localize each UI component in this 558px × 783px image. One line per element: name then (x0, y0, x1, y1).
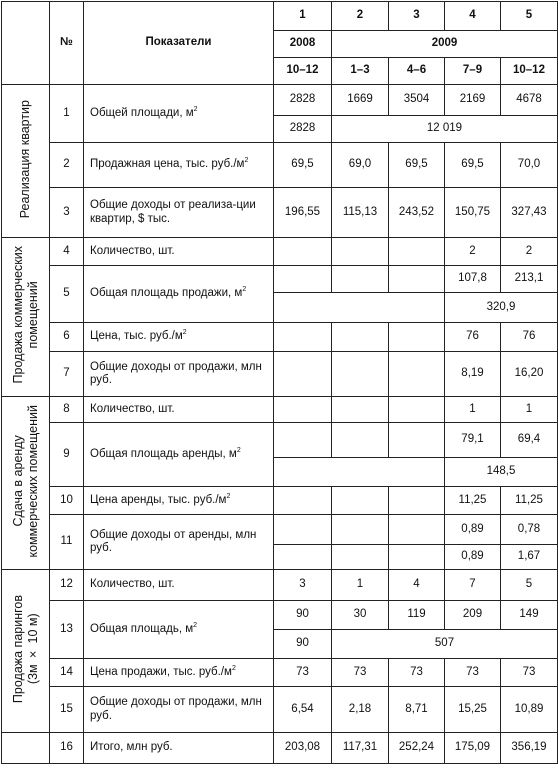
column-number-2: 2 (332, 2, 389, 31)
row-number: 11 (50, 515, 84, 570)
table-cell: 150,75 (445, 188, 501, 238)
table-cell: 2 (501, 238, 558, 266)
row-number: 14 (50, 659, 84, 687)
table-cell: 107,8 (445, 266, 501, 293)
table-cell: 356,19 (501, 733, 558, 764)
table-cell: 213,1 (501, 266, 558, 293)
row-label: Количество, шт. (84, 238, 274, 266)
table-cell (274, 352, 332, 397)
table-cell (274, 293, 445, 323)
row-number: 13 (50, 601, 84, 659)
table-cell (389, 323, 445, 352)
table-cell (274, 515, 332, 545)
table-cell: 5 (501, 570, 558, 601)
row-label: Общая площадь продажи, $м^2$ (84, 266, 274, 323)
row-label: Количество, шт. (84, 570, 274, 601)
row-label: Общие доходы от аренды, млн руб. (84, 515, 274, 570)
table-cell: 3 (274, 570, 332, 601)
row-number: 6 (50, 323, 84, 352)
table-cell (389, 352, 445, 397)
table-cell: 1 (445, 397, 501, 423)
row-number: 3 (50, 188, 84, 238)
table-cell (274, 545, 332, 570)
table-cell: 327,43 (501, 188, 558, 238)
table-cell: 69,5 (445, 143, 501, 188)
table-cell (389, 487, 445, 515)
table-cell: 69,4 (501, 423, 558, 458)
table-cell (332, 515, 389, 545)
row-number: 16 (50, 733, 84, 764)
table-cell (389, 515, 445, 545)
group-label-apartments: Реализация квартир (2, 85, 50, 238)
year-2009: 2009 (332, 31, 558, 58)
table-cell: 69,5 (389, 143, 445, 188)
row-label: Общая площадь, $м^2$ (84, 601, 274, 659)
table-cell (274, 238, 332, 266)
row-label: Общие доходы от продажи, млн руб. (84, 352, 274, 397)
row-label: Итого, млн руб. (84, 733, 274, 764)
table-cell: 2828 (274, 85, 332, 116)
table-cell: 3504 (389, 85, 445, 116)
table-cell: 8,19 (445, 352, 501, 397)
total-cell: 320,9 (445, 293, 558, 323)
table-cell (332, 545, 389, 570)
table-cell (389, 423, 445, 458)
table-cell: 252,24 (389, 733, 445, 764)
table-cell: 1 (332, 570, 389, 601)
months-col-2: 1–3 (332, 58, 389, 85)
row-label: Цена продажи, тыс. $руб./м^2$ (84, 659, 274, 687)
table-cell (389, 266, 445, 293)
table-cell (389, 397, 445, 423)
table-cell: 115,13 (332, 188, 389, 238)
row-label: Продажная цена, тыс. $руб./м^2$ (84, 143, 274, 188)
group-label-commercial-rent: Сдача в аренду коммерческих помещений (2, 397, 50, 570)
total-cell: 12 019 (332, 116, 558, 143)
table-cell: 76 (445, 323, 501, 352)
group-label-commercial-sale: Продажа коммерческих помещений (2, 238, 50, 397)
total-cell: 507 (332, 630, 558, 659)
table-cell (274, 323, 332, 352)
row-number: 4 (50, 238, 84, 266)
header-indicator-label: Показатели (84, 2, 274, 85)
table-cell: 4678 (501, 85, 558, 116)
row-label: Цена аренды, тыс. $руб./м^2$ (84, 487, 274, 515)
table-cell (332, 397, 389, 423)
table-cell: 6,54 (274, 687, 332, 733)
row-label: Общие доходы от продажи, млн руб. (84, 687, 274, 733)
table-cell: 30 (332, 601, 389, 630)
table-cell: 0,78 (501, 515, 558, 545)
table-cell: 15,25 (445, 687, 501, 733)
table-cell: 73 (274, 659, 332, 687)
total-blank-cell (2, 733, 50, 764)
row-label: Общей площади, $м^2$ (84, 85, 274, 143)
row-label: Общие доходы от реализа-ции квартир, $ тыс. (84, 188, 274, 238)
table-cell: 149 (501, 601, 558, 630)
header-number-label: № (50, 2, 84, 85)
table-cell: 11,25 (501, 487, 558, 515)
row-number: 2 (50, 143, 84, 188)
column-number-4: 4 (445, 2, 501, 31)
table-cell: 243,52 (389, 188, 445, 238)
financial-table (1, 1, 558, 764)
table-cell: 8,71 (389, 687, 445, 733)
table-cell: 175,09 (445, 733, 501, 764)
row-number: 9 (50, 423, 84, 487)
row-number: 5 (50, 266, 84, 323)
row-number: 10 (50, 487, 84, 515)
table-cell: 1669 (332, 85, 389, 116)
row-label: Количество, шт. (84, 397, 274, 423)
table-cell: 2,18 (332, 687, 389, 733)
row-label: Общая площадь аренды, $м^2$ (84, 423, 274, 487)
table-cell (332, 352, 389, 397)
table-cell (332, 238, 389, 266)
table-cell: 70,0 (501, 143, 558, 188)
table-cell: 73 (501, 659, 558, 687)
table-cell: 73 (332, 659, 389, 687)
table-cell: 76 (501, 323, 558, 352)
row-number: 12 (50, 570, 84, 601)
column-number-5: 5 (501, 2, 558, 31)
months-col-1: 10–12 (274, 58, 332, 85)
table-cell (274, 397, 332, 423)
table-cell: 1 (501, 397, 558, 423)
table-cell (389, 238, 445, 266)
group-label-parking: Продажа парингов (3м × 10 м) (2, 570, 50, 733)
table-cell: 4 (389, 570, 445, 601)
table-cell: 79,1 (445, 423, 501, 458)
row-number: 15 (50, 687, 84, 733)
table-cell: 11,25 (445, 487, 501, 515)
table-cell (274, 487, 332, 515)
table-cell: 117,31 (332, 733, 389, 764)
year-2008: 2008 (274, 31, 332, 58)
table-cell: 2169 (445, 85, 501, 116)
months-col-5: 10–12 (501, 58, 558, 85)
table-cell (274, 458, 445, 487)
table-cell: 203,08 (274, 733, 332, 764)
table-cell: 10,89 (501, 687, 558, 733)
table-cell: 90 (274, 630, 332, 659)
table-cell (274, 423, 332, 458)
table-cell: 1,67 (501, 545, 558, 570)
total-cell: 148,5 (445, 458, 558, 487)
months-col-3: 4–6 (389, 58, 445, 85)
table-cell: 196,55 (274, 188, 332, 238)
column-number-3: 3 (389, 2, 445, 31)
row-label: Цена, тыс. $руб./м^2$ (84, 323, 274, 352)
table-cell (332, 323, 389, 352)
table-cell: 119 (389, 601, 445, 630)
table-cell: 73 (445, 659, 501, 687)
row-number: 7 (50, 352, 84, 397)
header-blank-cell (2, 2, 50, 85)
table-cell: 209 (445, 601, 501, 630)
table-cell: 7 (445, 570, 501, 601)
table-cell: 90 (274, 601, 332, 630)
table-cell: 73 (389, 659, 445, 687)
table-cell: 69,0 (332, 143, 389, 188)
column-number-1: 1 (274, 2, 332, 31)
table-cell: 69,5 (274, 143, 332, 188)
table-cell (332, 266, 389, 293)
row-number: 1 (50, 85, 84, 143)
table-cell: 16,20 (501, 352, 558, 397)
row-number: 8 (50, 397, 84, 423)
months-col-4: 7–9 (445, 58, 501, 85)
table-cell (332, 423, 389, 458)
table-cell: 2828 (274, 116, 332, 143)
table-cell (332, 487, 389, 515)
table-cell: 2 (445, 238, 501, 266)
table-cell (274, 266, 332, 293)
table-cell (389, 545, 445, 570)
table-cell: 0,89 (445, 515, 501, 545)
table-cell: 0,89 (445, 545, 501, 570)
